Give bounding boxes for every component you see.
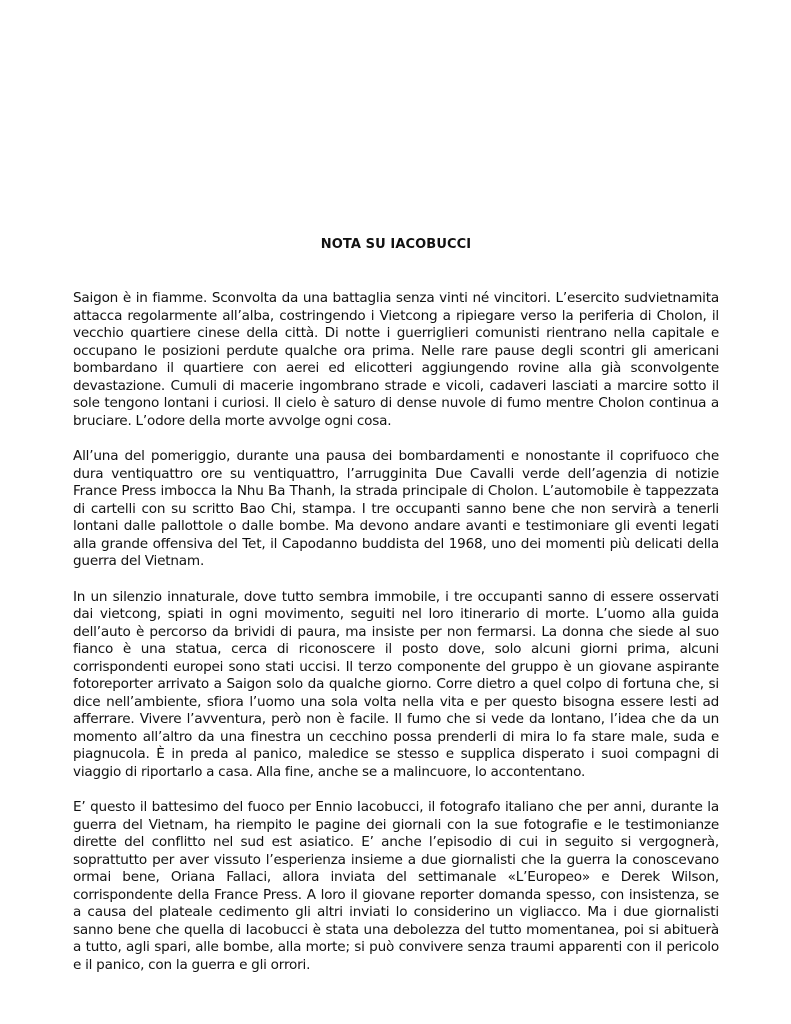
page-title: NOTA SU IACOBUCCI <box>320 237 472 252</box>
paragraph-4: E’ questo il battesimo del fuoco per Ennio Iacobucci, il fotografo italiano che per anni, durante la guerra del Vietnam, ha riempito le pagine dei giornali con la sue fotografie e le testimonianze dirette del conflitto nel sud est asiatico. E’ anche l’episodio di cui in seguito si vergognerà, soprattutto per aver vissuto l’esperienza insieme a due giornalisti che la guerra la conoscevano ormai bene, Oriana Fallaci, allora inviata del settimanale «L’Europeo» e Derek Wilson, corrispondente della France Press. A loro il giovane reporter domanda spesso, con insistenza, se a causa del plateale cedimento gli altri inviati lo considerino un vigliacco. Ma i due giornalisti sanno bene che quella di Iacobucci è stata una debolezza del tutto momentanea, poi si abituerà a tutto, agli spari, alle bombe, alla morte; si può convivere senza traumi apparenti con il pericolo e il panico, con la guerra e gli orrori. <box>73 799 719 973</box>
paragraph-3: In un silenzio innaturale, dove tutto sembra immobile, i tre occupanti sanno di essere osservati dai vietcong, spiati in ogni movimento, seguiti nel loro itinerario di morte. L’uomo alla guida dell’auto è percorso da brividi di paura, ma insiste per non fermarsi. La donna che siede al suo fianco è una statua, cerca di riconoscere il posto dove, solo alcuni giorni prima, alcuni corrispondenti europei sono stati uccisi. Il terzo componente del gruppo è un giovane aspirante fotoreporter arrivato a Saigon solo da qualche giorno. Corre dietro a quel colpo di fortuna che, si dice nell’ambiente, sfiora l’uomo una sola volta nella vita e per questo bisogna essere lesti ad afferrare. Vivere l’avventura, però non è facile. Il fumo che si vede da lontano, l’idea che da un momento all’altro da una finestra un cecchino possa prenderli di mira lo fa stare male, suda e piagnucola. È in preda al panico, maledice se stesso e supplica disperato i suoi compagni di viaggio di riportarlo a casa. Alla fine, anche se a malincuore, lo accontentano. <box>73 588 719 780</box>
document-page <box>73 0 719 1024</box>
paragraph-2: All’una del pomeriggio, durante una pausa dei bombardamenti e nonostante il coprifuoco che dura ventiquattro ore su ventiquattro, l’arrugginita Due Cavalli verde dell’agenzia di notizie France Press imbocca la Nhu Ba Thanh, la strada principale di Cholon. L’automobile è tappezzata di cartelli con su scritto Bao Chi, stampa. I tre occupanti sanno bene che non servirà a tenerli lontani dalle pallottole o dalle bombe. Ma devono andare avanti e testimoniare gli eventi legati alla grande offensiva del Tet, il Capodanno buddista del 1968, uno dei momenti più delicati della guerra del Vietnam. <box>73 448 719 569</box>
paragraph-1: Saigon è in fiamme. Sconvolta da una battaglia senza vinti né vincitori. L’esercito sudvietnamita attacca regolarmente all’alba, costringendo i Vietcong a ripiegare verso la periferia di Cholon, il vecchio quartiere cinese della città. Di notte i guerriglieri comunisti rientrano nella capitale e occupano le posizioni perdute qualche ora prima. Nelle rare pause degli scontri gli americani bombardano il quartiere con aerei ed elicotteri aggiungendo rovine alla già sconvolgente devastazione. Cumuli di macerie ingombrano strade e vicoli, cadaveri lasciati a marcire sotto il sole tengono lontani i curiosi. Il cielo è saturo di dense nuvole di fumo mentre Cholon continua a bruciare. L’odore della morte avvolge ogni cosa. <box>73 290 719 429</box>
document-body <box>73 290 719 992</box>
